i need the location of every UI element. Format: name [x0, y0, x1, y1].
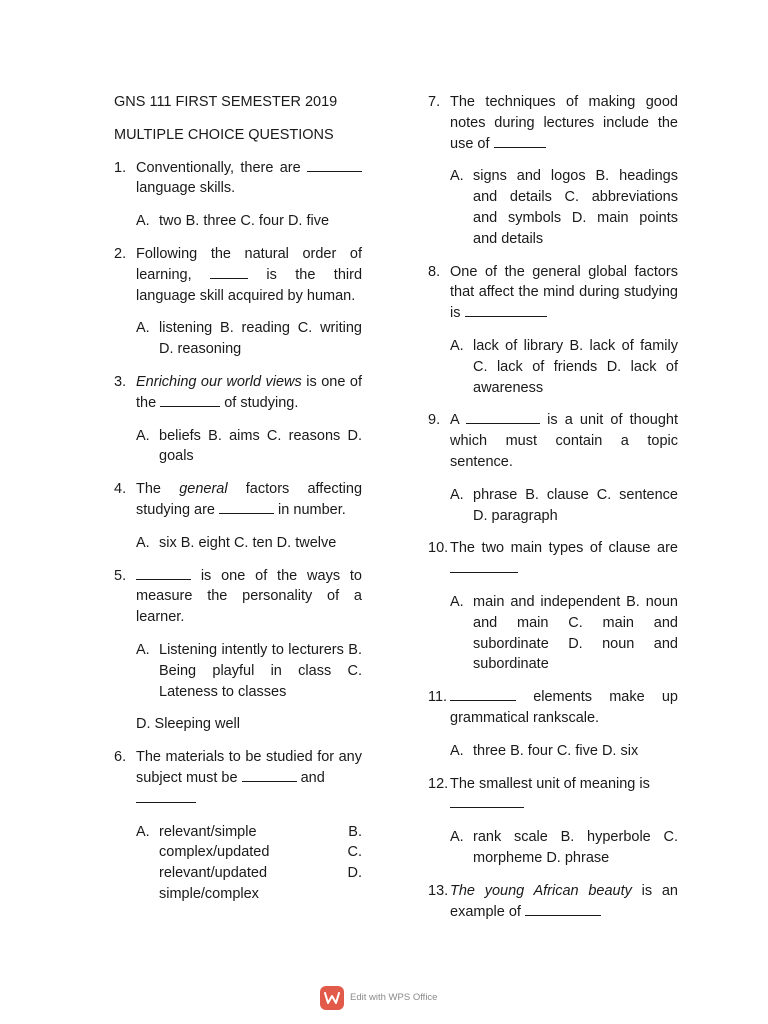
question-text: The materials to be studied for any subject must be and — [136, 747, 362, 809]
options — [114, 318, 362, 360]
question-3 — [114, 372, 362, 467]
right-column — [428, 92, 678, 934]
question-number: 8. — [428, 263, 441, 280]
question-text: The techniques of making good notes during lectures include the use of — [450, 94, 678, 152]
options — [428, 336, 678, 398]
answer-blank — [242, 768, 297, 782]
question-text: is one of the ways to measure the personality of a learner. — [136, 567, 362, 626]
option-letter: A. — [450, 486, 464, 503]
option-text: two B. three C. four D. five — [159, 213, 330, 230]
options — [428, 741, 678, 762]
options — [114, 211, 362, 232]
option-extra: D. Sleeping well — [136, 716, 240, 733]
question-2 — [114, 244, 362, 360]
document-subtitle: MULTIPLE CHOICE QUESTIONS — [114, 126, 334, 143]
answer-blank — [307, 158, 362, 172]
option-text: main and independent B. noun and main C. main and subordinate D. noun and subordinate — [473, 593, 678, 673]
options — [428, 166, 678, 249]
option-text: lack of library B. lack of family C. lack of friends D. lack of awareness — [473, 337, 678, 396]
question-13 — [428, 881, 678, 923]
document-title: GNS 111 FIRST SEMESTER 2019 — [114, 94, 338, 110]
question-text: Following the natural order of learning, is the third language skill acquired by human. — [136, 245, 363, 304]
answer-blank — [494, 134, 546, 148]
option-text: phrase B. clause C. sentence D. paragraph — [473, 486, 678, 524]
answer-blank — [210, 265, 248, 279]
question-7 — [428, 92, 678, 250]
question-text: The two main types of clause are — [450, 538, 678, 580]
answer-blank — [465, 303, 547, 317]
question-9 — [428, 410, 678, 526]
option-letter: A. — [450, 829, 464, 846]
question-text: The general factors affecting studying are in number. — [136, 481, 363, 518]
question-11 — [428, 687, 678, 761]
question-number: 7. — [428, 94, 441, 110]
option-letter: A. — [136, 823, 150, 840]
option-text: relevant/simple B. complex/updated C. relevant/updated D. simple/complex — [159, 823, 362, 902]
option-letter: A. — [450, 337, 464, 354]
options — [428, 485, 678, 527]
wps-watermark[interactable] — [320, 986, 437, 1010]
answer-blank — [450, 794, 524, 808]
question-4 — [114, 479, 362, 553]
option-letter: A. — [136, 641, 150, 658]
question-text: Enriching our world views is one of the of studying. — [136, 373, 362, 411]
question-number: 12. — [428, 775, 449, 792]
answer-blank — [136, 789, 196, 803]
left-column — [114, 92, 362, 917]
option-letter: A. — [450, 742, 464, 759]
wps-watermark-text: Edit with WPS Office — [350, 991, 438, 1003]
option-text: signs and logos B. headings and details C. abbreviations and symbols D. main points and details — [473, 168, 678, 247]
answer-blank — [160, 393, 220, 407]
answer-blank — [525, 902, 601, 916]
question-number: 10. — [428, 540, 449, 557]
option-text: beliefs B. aims C. reasons D. goals — [159, 427, 362, 465]
question-text: The smallest unit of meaning is — [450, 774, 678, 816]
question-text: The young African beauty is an example of — [450, 882, 678, 920]
answer-blank — [466, 410, 540, 424]
option-text: Listening intently to lecturers B. Being playful in class C. Lateness to classes — [159, 641, 362, 700]
question-number: 3. — [114, 373, 127, 390]
question-text: elements make up grammatical rankscale. — [450, 689, 678, 726]
option-text: three B. four C. five D. six — [473, 742, 639, 759]
options — [428, 827, 678, 869]
option-letter: A. — [136, 427, 150, 444]
option-text: rank scale B. hyperbole C. morpheme D. phrase — [473, 829, 678, 866]
question-number: 1. — [114, 159, 127, 176]
option-letter: A. — [136, 213, 150, 230]
options — [114, 640, 362, 702]
answer-blank — [450, 687, 516, 701]
answer-blank — [450, 559, 518, 573]
question-6 — [114, 747, 362, 905]
question-number: 13. — [428, 882, 449, 899]
options — [114, 822, 362, 905]
question-8 — [428, 262, 678, 399]
question-10 — [428, 538, 678, 675]
option-text: six B. eight C. ten D. twelve — [159, 534, 337, 551]
option-letter: A. — [450, 593, 464, 610]
answer-blank — [136, 566, 191, 580]
question-text: One of the general global factors that affect the mind during studying is — [450, 263, 678, 322]
question-text: A is a unit of thought which must contain a topic sentence. — [450, 412, 678, 470]
question-number: 2. — [114, 245, 127, 262]
answer-blank — [219, 500, 274, 514]
wps-logo-icon — [320, 986, 344, 1010]
question-number: 5. — [114, 567, 127, 584]
option-letter: A. — [136, 320, 150, 337]
question-number: 6. — [114, 749, 127, 766]
options — [114, 426, 362, 468]
question-12 — [428, 774, 678, 869]
question-number: 9. — [428, 412, 441, 429]
question-number: 11. — [428, 689, 448, 706]
question-number: 4. — [114, 481, 127, 498]
option-text: listening B. reading C. writing D. reasoning — [159, 320, 362, 358]
question-text: Conventionally, there are language skills. — [136, 158, 362, 200]
question-5 — [114, 566, 362, 736]
question-1 — [114, 158, 362, 232]
options — [114, 533, 362, 554]
option-letter: A. — [136, 534, 150, 551]
option-letter: A. — [450, 168, 464, 185]
options — [428, 592, 678, 675]
